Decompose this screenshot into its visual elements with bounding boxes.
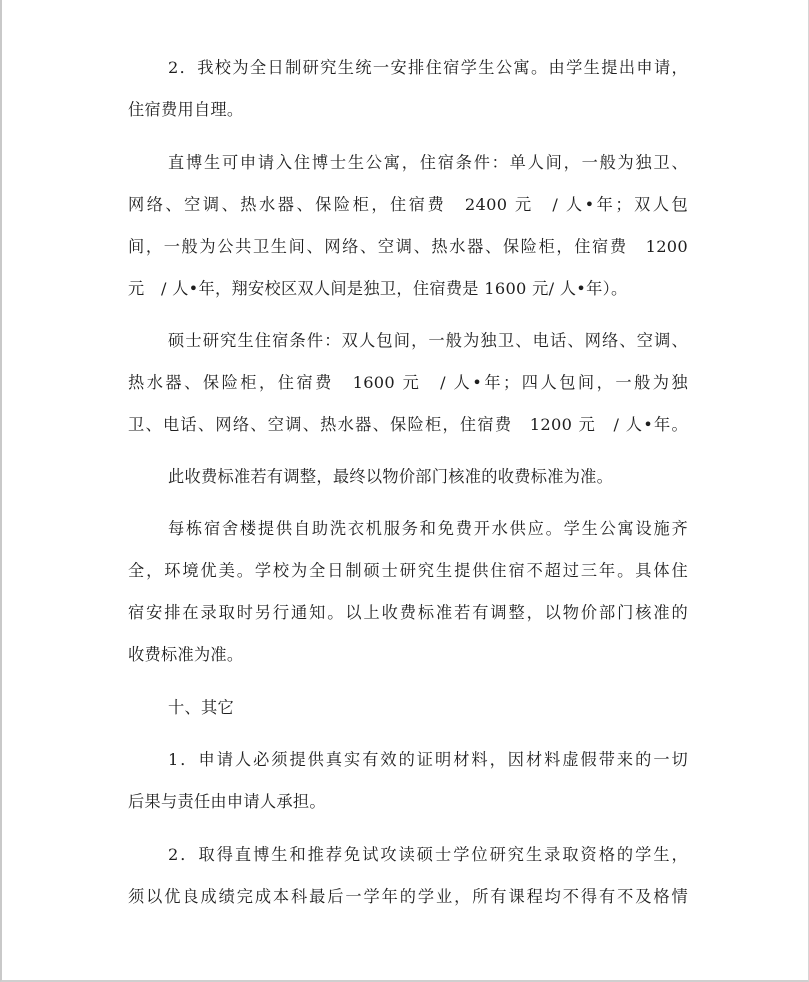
text-line: 2．我校为全日制研究生统一安排住宿学生公寓。由学生提出申请， (168, 58, 688, 77)
text-line: 每栋宿舍楼提供自助洗衣机服务和免费开水供应。学生公寓设施齐 (168, 519, 688, 538)
text-line: 卫、电话、网络、空调、热水器、保险柜，住宿费 1200 元 / 人•年。 (128, 415, 688, 434)
section-heading: 十、其它 (168, 698, 234, 717)
text-line: 2．取得直博生和推荐免试攻读硕士学位研究生录取资格的学生， (168, 845, 688, 864)
text-line: 硕士研究生住宿条件：双人包间，一般为独卫、电话、网络、空调、 (168, 331, 688, 350)
text-line: 1．申请人必须提供真实有效的证明材料，因材料虚假带来的一切 (168, 750, 688, 769)
text-line: 此收费标准若有调整，最终以物价部门核准的收费标准为准。 (168, 467, 614, 486)
text-line: 全，环境优美。学校为全日制硕士研究生提供住宿不超过三年。具体住 (128, 561, 688, 580)
text-line: 间，一般为公共卫生间、网络、空调、热水器、保险柜，住宿费 1200 (128, 237, 688, 256)
text-line: 须以优良成绩完成本科最后一学年的学业，所有课程均不得有不及格情 (128, 887, 688, 906)
text-line: 收费标准为准。 (128, 645, 244, 664)
text-line: 直博生可申请入住博士生公寓，住宿条件：单人间，一般为独卫、 (168, 153, 688, 172)
text-line: 网络、空调、热水器、保险柜，住宿费 2400 元 / 人•年；双人包 (128, 195, 688, 214)
text-line: 后果与责任由申请人承担。 (128, 792, 326, 811)
text-line: 宿安排在录取时另行通知。以上收费标准若有调整，以物价部门核准的 (128, 603, 688, 622)
text-line: 热水器、保险柜，住宿费 1600 元 / 人•年；四人包间，一般为独 (128, 373, 688, 392)
text-line: 元 / 人•年，翔安校区双人间是独卫，住宿费是 1600 元/ 人•年）。 (128, 279, 628, 298)
text-line: 住宿费用自理。 (128, 100, 244, 119)
